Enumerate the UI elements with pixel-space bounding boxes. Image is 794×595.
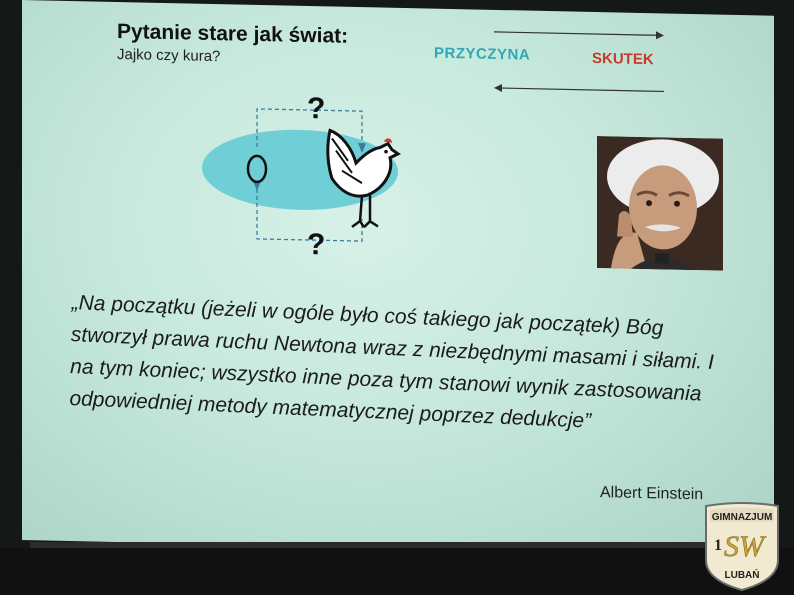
logo-city: LUBAŃ <box>724 570 760 581</box>
effect-label: SKUTEK <box>592 49 654 69</box>
arrow-right-icon <box>494 28 664 40</box>
school-logo <box>700 500 784 592</box>
logo-initials: SW <box>724 530 764 563</box>
floor-shadow <box>0 548 794 595</box>
einstein-portrait <box>597 136 723 271</box>
question-mark-bottom: ? <box>307 227 326 262</box>
arrow-left-icon <box>494 84 664 96</box>
projection-screen <box>22 0 774 556</box>
slide-subtitle: Jajko czy kura? <box>117 45 221 66</box>
question-mark-top: ? <box>307 91 326 126</box>
logo-number: 1 <box>714 537 722 554</box>
slide-title: Pytanie stare jak świat: <box>117 19 349 48</box>
einstein-quote: „Na początku (jeżeli w ogóle było coś takiego jak początek) Bóg stworzył prawa ruchu Newtona wraz z niezbędnymi masami i siłami. I na tym koniec; wszystko inne poza tym stanowi wynik zastosowania odpowiedniej metody matematycznej poprzez dedukcje” <box>69 291 715 433</box>
cause-label: PRZYCZYNA <box>434 44 531 64</box>
quote-author: Albert Einstein <box>600 484 704 504</box>
egg-chicken-diagram <box>202 88 452 263</box>
logo-line1: GIMNAZJUM <box>711 512 773 523</box>
